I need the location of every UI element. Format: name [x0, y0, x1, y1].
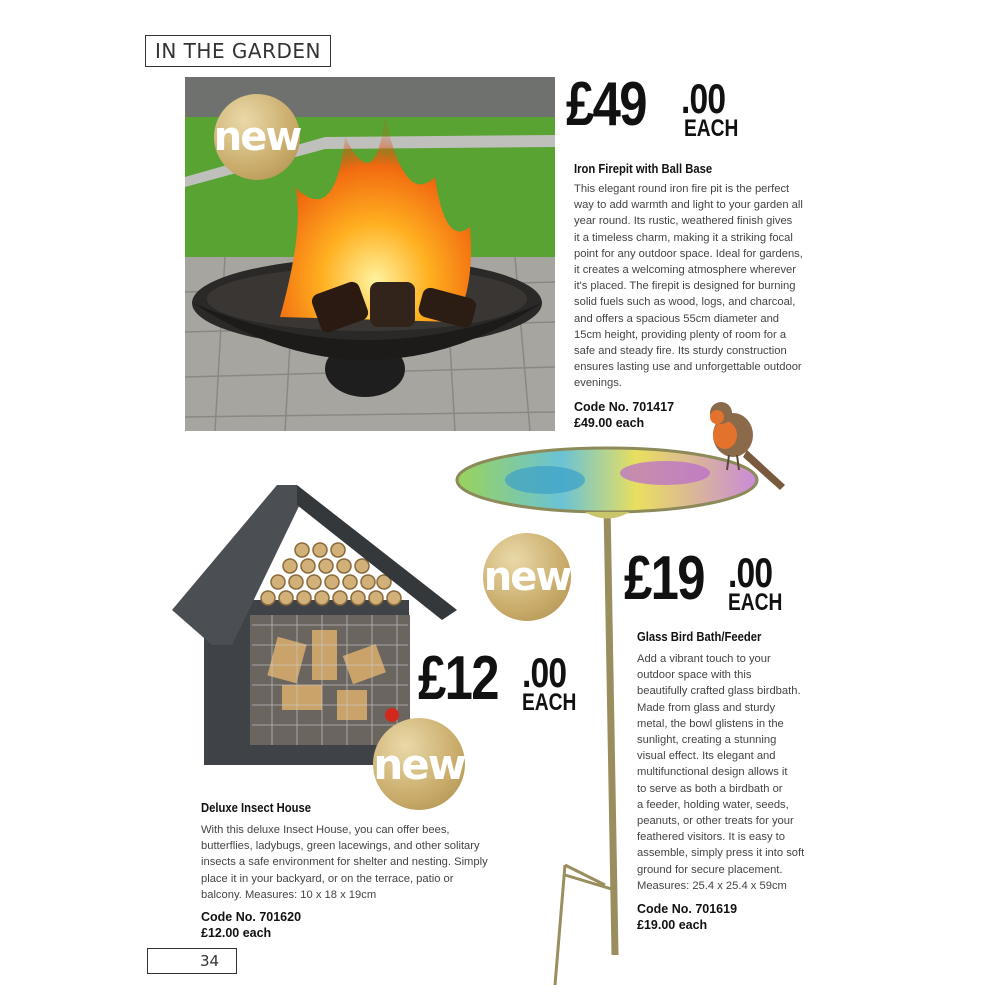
- price-main: £12: [418, 644, 498, 713]
- new-badge-label: new: [373, 739, 465, 789]
- new-badge-label: new: [213, 114, 301, 160]
- price-tag: [566, 70, 766, 144]
- price-unit: EACH: [522, 689, 577, 716]
- price-main: £19: [624, 544, 704, 613]
- product-title: Glass Bird Bath/Feeder: [637, 630, 762, 644]
- product-code: Code No. 701619: [637, 902, 738, 916]
- product-description: This elegant round iron fire pit is the perfect way to add warmth and light to your garden all year round. Its rustic, weathered finish gives it a timeless charm, making it a striking focal point for any outdoor space. Ideal for gardens, it creates a welcoming atmosphere wherever it's placed. The firepit is designed for burning solid fuels such as wood, logs, and charcoal, and offers a spacious 55cm diameter and 15cm height, providing plenty of room for a safe and steady fire. Its sturdy construction ensures lasting use and unforgettable outdoor evenings.: [574, 183, 803, 390]
- product-title: Iron Firepit with Ball Base: [574, 162, 713, 176]
- product-code: Code No. 701417: [574, 400, 675, 414]
- new-badge: [483, 533, 571, 621]
- price-tag: [418, 644, 618, 718]
- page-number: 34: [147, 948, 237, 974]
- section-title: IN THE GARDEN: [145, 35, 331, 67]
- new-badge: [373, 718, 465, 810]
- product-description: Add a vibrant touch to your outdoor space with this beautifully crafted glass birdbath. Made from glass and sturdy metal, the bowl glistens in the sunlight, creating a stunning visual effect. Its elegant and multifunctional design allows it to serve as both a birdbath or a feeder, holding water, seeds, peanuts, or other treats for your feathered visitors. It is easy to assemble, simply press it into soft ground for secure placement. Measures: 25.4 x 25.4 x 59cm: [637, 653, 805, 892]
- new-badge-label: new: [483, 554, 571, 600]
- product-title: Deluxe Insect House: [201, 801, 312, 815]
- price-decimal: .00: [681, 75, 726, 122]
- price-unit: EACH: [728, 589, 783, 616]
- price-main: £49: [566, 70, 646, 139]
- product-price-line: £19.00 each: [637, 918, 708, 932]
- product-price-line: £12.00 each: [201, 926, 272, 940]
- price-tag: [624, 544, 824, 618]
- product-code: Code No. 701620: [201, 910, 302, 924]
- price-decimal: .00: [522, 649, 567, 696]
- new-badge: [214, 94, 300, 180]
- product-price-line: £49.00 each: [574, 416, 645, 430]
- product-description: With this deluxe Insect House, you can offer bees, butterflies, ladybugs, green lacewings, and other solitary insects a safe environment for shelter and nesting. Simply place it in your backyard, or on the terrace, patio or balcony. Measures: 10 x 18 x 19cm: [201, 824, 488, 901]
- price-decimal: .00: [728, 549, 773, 596]
- price-unit: EACH: [684, 115, 739, 142]
